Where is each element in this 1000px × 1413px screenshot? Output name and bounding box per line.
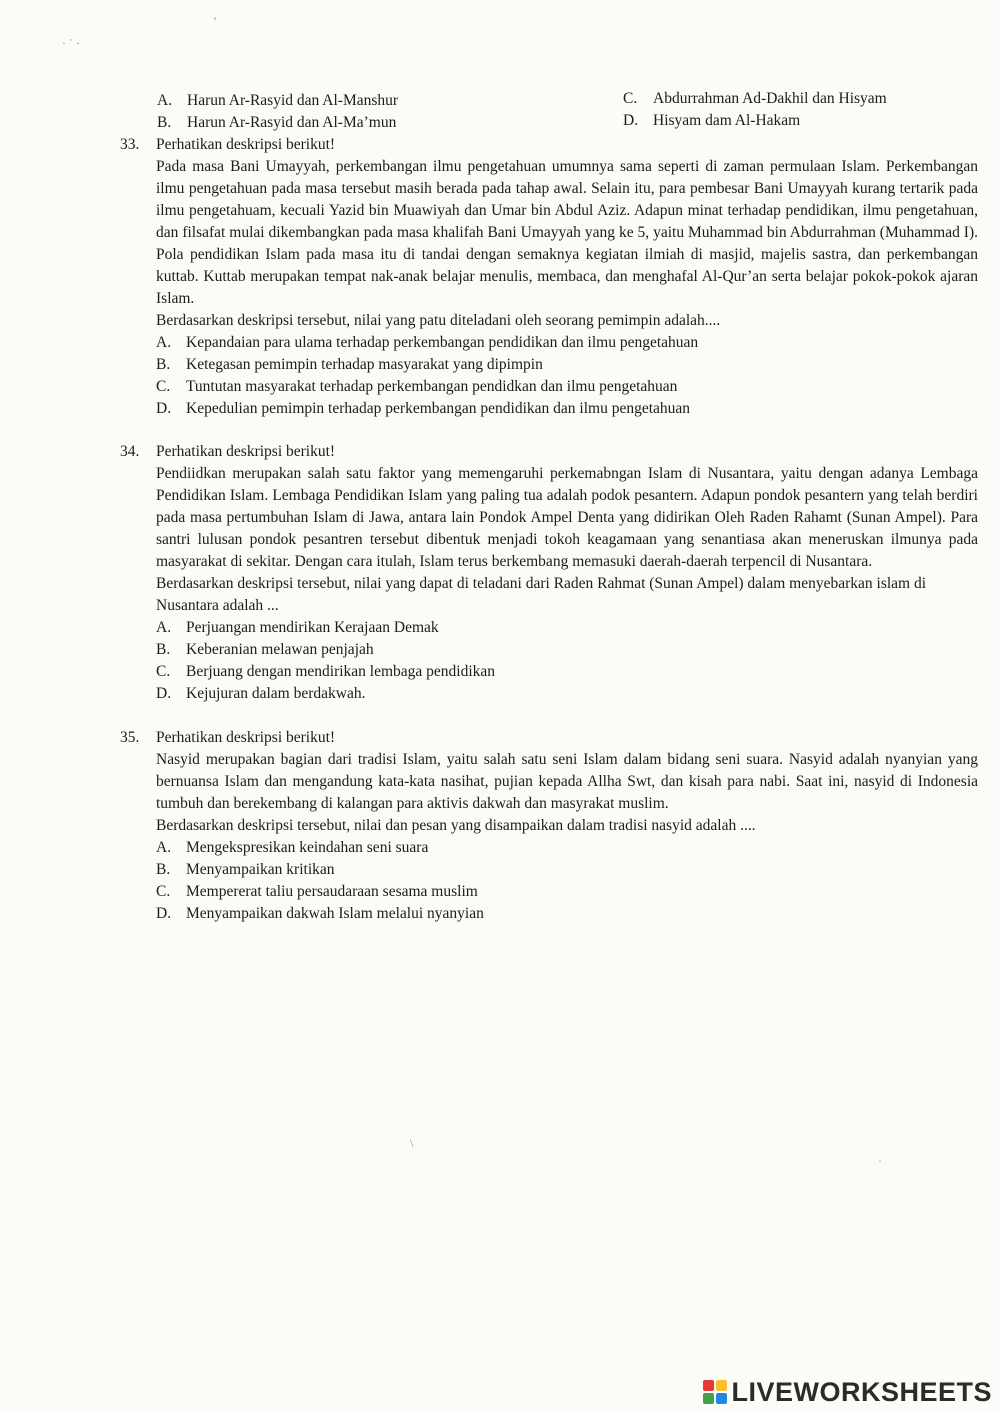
question-heading: Perhatikan deskripsi berikut! bbox=[156, 443, 336, 460]
option-b[interactable] bbox=[156, 859, 978, 881]
question-number: 35. bbox=[120, 729, 140, 746]
question-paragraph: Pendiidkan merupakan salah satu faktor yang memengaruhi perkemabngan Islam di Nusantara, yaitu dengan adanya Lembaga Pendidikan Islam. Lembaga Pendidikan Islam yang paling tua adalah podok pesantern. Adapun pondok pesantern yang telah berdiri pada masa pertumbuhan Islam di Jawa, antara lain Pondok Ampel Denta yang didirikan Oleh Raden Rahamt (Sunan Ampel). Para santri lulusan pondok pesantren tersebut dibentuk menjadi tokoh keagamaan yang senantiasa akan meneruskan ilmunya pada masyarakat di sekitar. Dengan cara itulah, Islam terus berkembang memasuki daerah-daerah terpencil di Nusantara. bbox=[156, 465, 978, 570]
option-letter: A. bbox=[156, 334, 172, 351]
brand-name: LIVEWORKSHEETS bbox=[731, 1376, 992, 1407]
option-a[interactable] bbox=[156, 332, 978, 354]
logo-square bbox=[703, 1380, 714, 1391]
option-text: Perjuangan mendirikan Kerajaan Demak bbox=[186, 619, 439, 636]
option-text: Hisyam dam Al-Hakam bbox=[653, 112, 801, 129]
option-c[interactable] bbox=[156, 376, 978, 398]
option-letter: A. bbox=[157, 92, 173, 109]
question-number: 33. bbox=[120, 136, 140, 153]
option-text: Kepedulian pemimpin terhadap perkembangan pendidikan dan ilmu pengetahuan bbox=[186, 400, 691, 417]
option-text: Harun Ar-Rasyid dan Al-Ma’mun bbox=[187, 114, 397, 131]
question-number: 34. bbox=[120, 443, 140, 460]
scan-speck: · ˙ · bbox=[62, 36, 80, 50]
question-stem: Berdasarkan deskripsi tersebut, nilai yang patu diteladani oleh seorang pemimpin adalah.... bbox=[156, 312, 721, 329]
option-text: Menyampaikan dakwah Islam melalui nyanyian bbox=[186, 905, 484, 922]
option-c[interactable] bbox=[156, 661, 978, 683]
top-option-d[interactable] bbox=[623, 110, 800, 132]
liveworksheets-logo[interactable] bbox=[703, 1377, 992, 1407]
option-text: Tuntutan masyarakat terhadap perkembangan pendidkan dan ilmu pengetahuan bbox=[186, 378, 678, 395]
option-letter: C. bbox=[623, 90, 638, 107]
top-option-a[interactable] bbox=[157, 90, 398, 112]
option-letter: B. bbox=[157, 114, 172, 131]
option-letter: A. bbox=[156, 619, 172, 636]
option-text: Ketegasan pemimpin terhadap masyarakat yang dipimpin bbox=[186, 356, 543, 373]
question-heading: Perhatikan deskripsi berikut! bbox=[156, 729, 336, 746]
liveworksheets-logo-icon bbox=[703, 1380, 727, 1404]
option-text: Mengekspresikan keindahan seni suara bbox=[186, 839, 429, 856]
option-letter: C. bbox=[156, 883, 171, 900]
question-33 bbox=[120, 134, 978, 420]
option-letter: D. bbox=[623, 112, 639, 129]
question-35 bbox=[120, 727, 978, 925]
option-d[interactable] bbox=[156, 903, 978, 925]
option-letter: B. bbox=[156, 861, 171, 878]
option-a[interactable] bbox=[156, 837, 978, 859]
scan-speck: ' bbox=[214, 14, 217, 28]
logo-square bbox=[703, 1393, 714, 1404]
logo-square bbox=[716, 1380, 727, 1391]
option-letter: B. bbox=[156, 641, 171, 658]
scan-speck: \ bbox=[410, 1136, 414, 1150]
question-stem: Berdasarkan deskripsi tersebut, nilai yang dapat di teladani dari Raden Rahmat (Sunan Ampel) dalam menyebarkan islam di Nusantara adalah ... bbox=[156, 575, 927, 614]
option-letter: C. bbox=[156, 378, 171, 395]
option-letter: A. bbox=[156, 839, 172, 856]
question-paragraph: Nasyid merupakan bagian dari tradisi Islam, yaitu salah satu seni Islam dalam bidang seni suara. Nasyid adalah nyanyian yang bernuansa Islam dan mengandung kata-kata nasihat, pujian kepada Allha Swt, dan kisah para nabi. Saat ini, nasyid di Indonesia tumbuh dan berekembang di kalangan para aktivis dakwah dan masyrakat muslim. bbox=[156, 751, 978, 812]
option-letter: C. bbox=[156, 663, 171, 680]
option-letter: D. bbox=[156, 685, 172, 702]
option-text: Menyampaikan kritikan bbox=[186, 861, 335, 878]
option-text: Berjuang dengan mendirikan lembaga pendidikan bbox=[186, 663, 496, 680]
scan-speck: · bbox=[878, 1154, 882, 1168]
option-text: Kejujuran dalam berdakwah. bbox=[186, 685, 366, 702]
top-option-b[interactable] bbox=[157, 112, 396, 134]
option-letter: D. bbox=[156, 400, 172, 417]
option-b[interactable] bbox=[156, 639, 978, 661]
logo-square bbox=[716, 1393, 727, 1404]
option-letter: D. bbox=[156, 905, 172, 922]
option-c[interactable] bbox=[156, 881, 978, 903]
option-a[interactable] bbox=[156, 617, 978, 639]
option-b[interactable] bbox=[156, 354, 978, 376]
option-text: Keberanian melawan penjajah bbox=[186, 641, 374, 658]
option-d[interactable] bbox=[156, 683, 978, 705]
option-text: Abdurrahman Ad-Dakhil dan Hisyam bbox=[653, 90, 887, 107]
question-paragraph: Pada masa Bani Umayyah, perkembangan ilmu pengetahuan umumnya sama seperti di zaman permulaan Islam. Perkembangan ilmu pengetahuan pada masa tersebut masih berada pada tahap awal. Selain itu, para pembesar Bani Umayyah kurang tertarik pada ilmu pengetahuam, kecuali Yazid bin Muawiyah dan Umar bin Abdul Aziz. Adapun minat terhadap pendidikan, ilmu pengetahuan, dan filsafat mulai dikembangkan pada masa khalifah Bani Umayyah yang ke 5, yaitu Muhammad bin Abdurrahman (Muhammad I). Pola pendidikan Islam pada masa itu di tandai dengan semaknya kegiatan ilmiah di masjid, majelis sastra, dan perkembangan kuttab. Kuttab merupakan tempat nak-anak belajar menulis, membaca, dan menghafal Al-Qur’an serta belajar pokok-pokok ajaran Islam. bbox=[156, 158, 978, 307]
question-34 bbox=[120, 441, 978, 705]
option-text: Harun Ar-Rasyid dan Al-Manshur bbox=[187, 92, 399, 109]
option-d[interactable] bbox=[156, 398, 978, 420]
option-text: Mempererat taliu persaudaraan sesama muslim bbox=[186, 883, 478, 900]
question-stem: Berdasarkan deskripsi tersebut, nilai dan pesan yang disampaikan dalam tradisi nasyid adalah .... bbox=[156, 817, 756, 834]
top-option-c[interactable] bbox=[623, 88, 887, 110]
option-text: Kepandaian para ulama terhadap perkembangan pendidikan dan ilmu pengetahuan bbox=[186, 334, 699, 351]
question-heading: Perhatikan deskripsi berikut! bbox=[156, 136, 336, 153]
option-letter: B. bbox=[156, 356, 171, 373]
